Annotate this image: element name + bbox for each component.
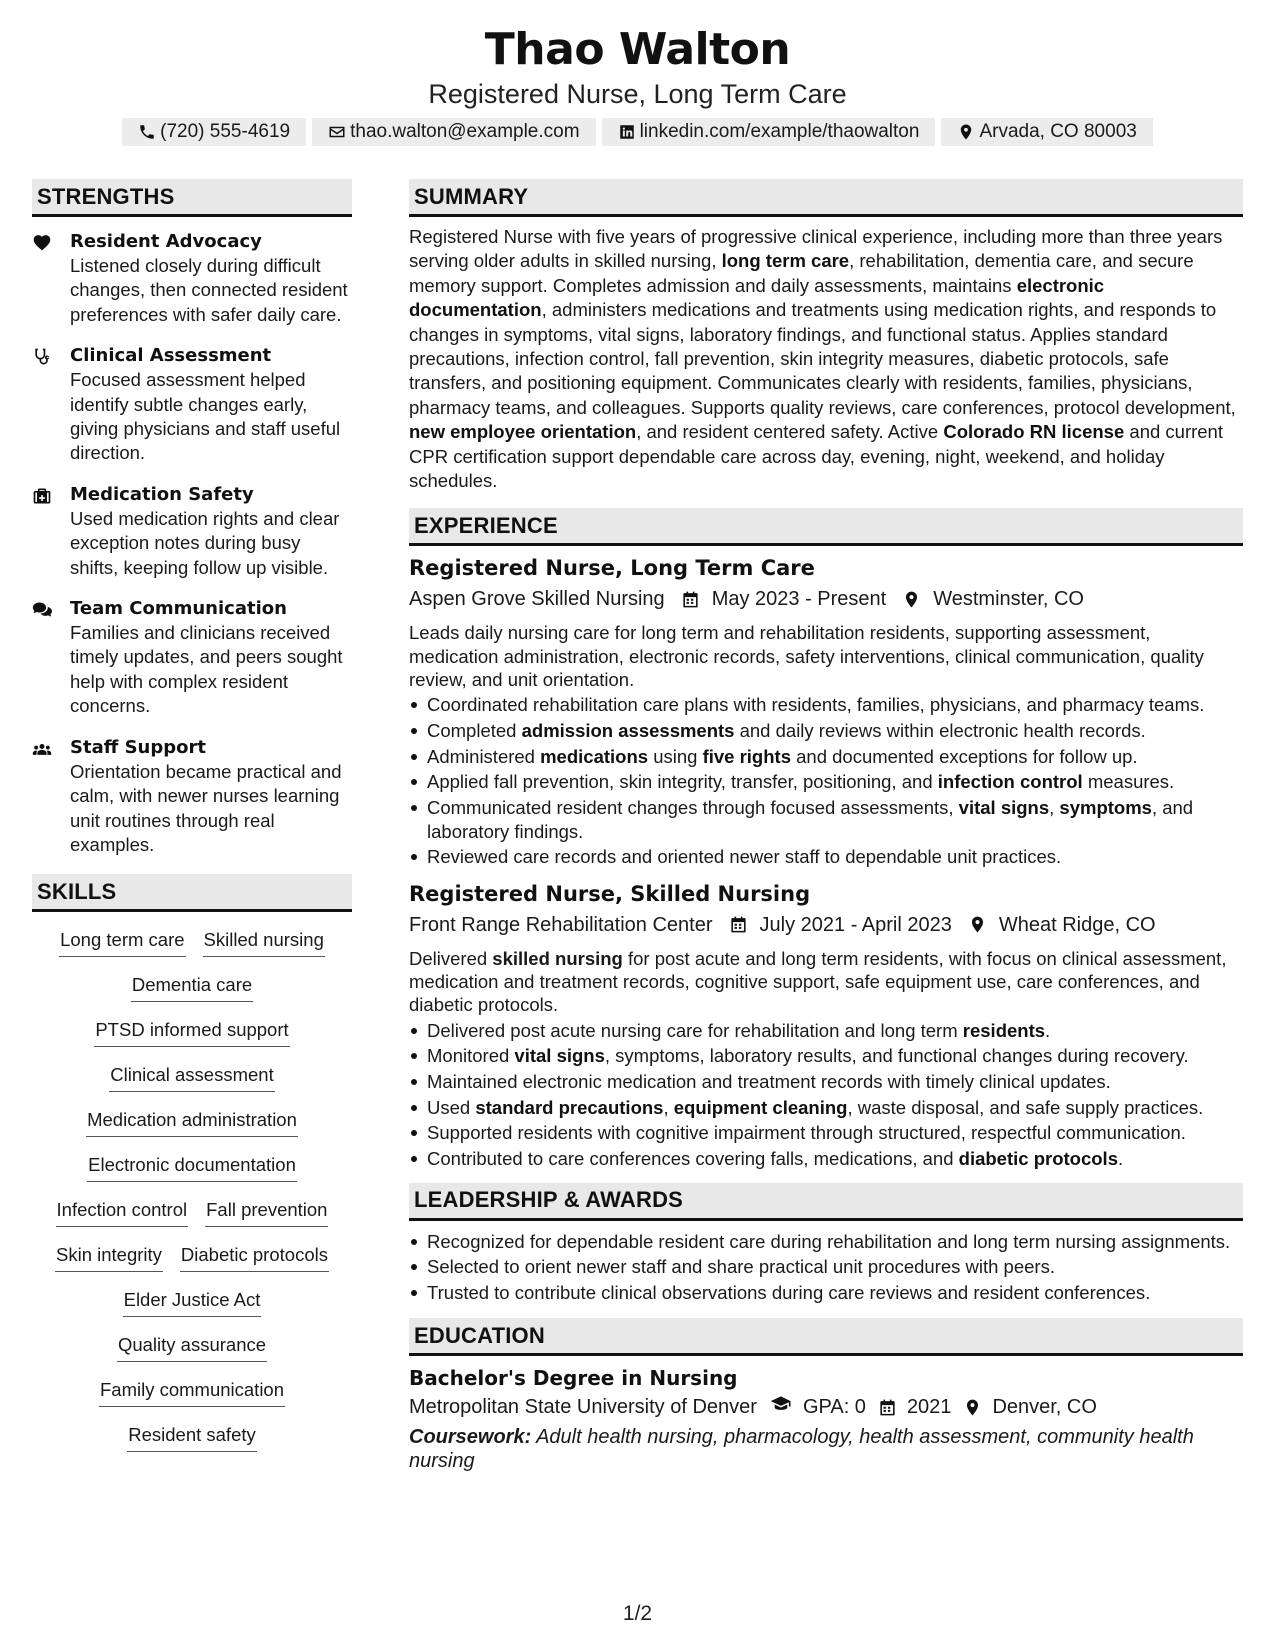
skill-tag: Skilled nursing (203, 927, 325, 957)
map-pin-icon (957, 123, 975, 141)
skill-tag: Family communication (99, 1377, 285, 1407)
job-title: Registered Nurse, Long Term Care (409, 556, 815, 581)
contact-linkedin[interactable] (602, 118, 936, 146)
skill-tag: Long term care (59, 927, 185, 957)
skill-row (86, 1107, 298, 1152)
job-dates: May 2023 - Present (711, 588, 887, 611)
candidate-role: Registered Nurse, Long Term Care (428, 79, 847, 109)
strength-title: Team Communication (70, 598, 287, 620)
job-description (409, 621, 1243, 691)
map-pin-icon (963, 1398, 982, 1417)
phone-text: (720) 555-4619 (160, 121, 291, 142)
medkit-icon (32, 486, 52, 506)
text-run: Communicated resident changes through focused assessments, (427, 797, 959, 819)
job-location: Westminster, CO (933, 588, 1084, 611)
strength-title: Resident Advocacy (70, 231, 262, 252)
location-text: Arvada, CO 80003 (979, 121, 1137, 142)
text-run: Administered (427, 745, 541, 767)
text-run: Used (427, 1096, 476, 1118)
summary-heading: SUMMARY (409, 179, 1243, 217)
text-run: Coordinated rehabilitation care plans with residents, families, physicians, and pharmacy teams. (427, 694, 1205, 716)
emphasized-text: medications (540, 745, 649, 767)
users-icon (32, 739, 52, 759)
email-text: thao.walton@example.com (350, 121, 580, 142)
job-entry (409, 880, 1243, 1171)
strength-desc: Used medication rights and clear exception notes during busy shifts, keeping follow up visible. (70, 507, 340, 578)
envelope-icon (328, 123, 346, 141)
emphasized-text: admission assessments (521, 720, 735, 742)
list-item (409, 1096, 1243, 1119)
job-meta (409, 910, 1243, 940)
list-item (409, 719, 1243, 742)
education-heading: EDUCATION (409, 1318, 1243, 1356)
text-run: and daily reviews within electronic health records. (734, 720, 1146, 742)
skill-tag: Infection control (56, 1197, 189, 1227)
leadership-heading: LEADERSHIP & AWARDS (409, 1183, 1243, 1221)
text-run: . (1117, 1148, 1124, 1170)
text-run: Leads daily nursing care for long term and rehabilitation residents, supporting assessment, medication administration, electronic records, safety interventions, clinical communication, quality review, and unit orientation. (409, 622, 1204, 691)
list-item: Trusted to contribute clinical observations during care reviews and resident conferences. (409, 1281, 1243, 1304)
skill-tag: Diabetic protocols (180, 1242, 329, 1272)
strength-title: Medication Safety (70, 483, 254, 505)
text-run: Monitored (427, 1045, 515, 1067)
calendar-icon (681, 590, 700, 609)
list-item (409, 1070, 1243, 1093)
list-item (409, 770, 1243, 793)
skill-row (127, 1422, 257, 1467)
text-run: Maintained electronic medication and treatment records with timely clinical updates. (427, 1070, 1111, 1092)
skill-tag: Quality assurance (117, 1332, 267, 1362)
text-run: Supported residents with cognitive impairment through structured, respectful communication. (427, 1122, 1186, 1144)
coursework-text: Adult health nursing, pharmacology, health assessment, community health nursing (409, 1426, 1194, 1473)
text-run: , and resident centered safety. Active (636, 421, 944, 443)
list-item (409, 1121, 1243, 1144)
skill-row (59, 927, 325, 972)
list-item (409, 796, 1243, 843)
strength-title: Staff Support (70, 736, 206, 758)
list-item (409, 745, 1243, 768)
strengths-heading: STRENGTHS (32, 179, 352, 217)
emphasized-text: residents (962, 1019, 1046, 1041)
text-run: using (648, 745, 703, 767)
coursework (409, 1425, 1243, 1473)
skill-row (123, 1287, 262, 1332)
emphasized-text: Colorado RN license (943, 421, 1125, 443)
calendar-icon (729, 915, 748, 934)
skill-tag: Clinical assessment (109, 1062, 274, 1092)
emphasized-text: five rights (702, 745, 791, 767)
graduation-cap-icon (769, 1394, 793, 1413)
job-bullets (409, 1019, 1243, 1171)
text-run: . (1045, 1019, 1051, 1041)
right-column (409, 179, 1243, 1473)
job-meta (409, 584, 1243, 614)
emphasized-text: infection control (937, 771, 1083, 793)
skill-tag: Skin integrity (55, 1242, 163, 1272)
map-pin-icon (968, 915, 987, 934)
text-run: Applied fall prevention, skin integrity, transfer, positioning, and (427, 771, 938, 793)
text-run: Registered Nurse with five years of progressive clinical experience, including more than three years serving older adults in skilled nursing, (409, 226, 1223, 272)
contact-phone (122, 118, 306, 146)
education-meta (409, 1392, 1243, 1422)
emphasized-text: equipment cleaning (673, 1096, 848, 1118)
education-location: Denver, CO (992, 1396, 1097, 1419)
job-location: Wheat Ridge, CO (998, 913, 1156, 936)
list-item (409, 1147, 1243, 1170)
text-run: , (1049, 797, 1060, 819)
list-item: Recognized for dependable resident care during rehabilitation and long term nursing assignments. (409, 1230, 1243, 1253)
text-run: , administers medications and treatments using medication rights, and responds to changes in symptoms, vital signs, laboratory findings, and functional status. Applies standard precautions, infection control, fall prevention, skin integrity measures, diabetic protocols, safe transfers, and positioning equipment. Communicates clearly with residents, families, physicians, pharmacy teams, and colleagues. Supports quality reviews, care conferences, protocol development, (409, 299, 1236, 418)
emphasized-text: new employee orientation (409, 421, 637, 443)
text-run: , symptoms, laboratory results, and functional changes during recovery. (604, 1045, 1189, 1067)
text-run: , rehabilitation, dementia care, and secure memory support. Completes admission and daily assessments, maintains (409, 250, 1194, 296)
text-run: , waste disposal, and safe supply practices. (847, 1096, 1204, 1118)
skill-row (109, 1062, 274, 1107)
emphasized-text: vital signs (958, 797, 1050, 819)
page-number: 1/2 (622, 1602, 653, 1625)
skill-row (87, 1152, 297, 1197)
contact-email[interactable] (312, 118, 595, 146)
emphasized-text: vital signs (514, 1045, 605, 1067)
list-item (409, 1019, 1243, 1042)
emphasized-text: electronic documentation (409, 274, 1105, 321)
text-run: Completed (427, 720, 522, 742)
skill-tag: Electronic documentation (87, 1152, 297, 1182)
skill-tag: Elder Justice Act (123, 1287, 262, 1317)
text-run: and documented exceptions for follow up. (791, 745, 1138, 767)
stethoscope-icon (32, 347, 52, 367)
comments-icon (32, 600, 52, 620)
degree-title: Bachelor's Degree in Nursing (409, 1366, 738, 1391)
summary-text (409, 225, 1243, 493)
text-run: , and laboratory findings. (427, 797, 1194, 842)
job-dates: July 2021 - April 2023 (759, 913, 952, 936)
job-description (409, 947, 1243, 1017)
skill-row (55, 1242, 329, 1287)
job-title: Registered Nurse, Skilled Nursing (409, 881, 811, 906)
text-run: measures. (1082, 771, 1175, 793)
text-run: Reviewed care records and oriented newer staff to dependable unit practices. (427, 846, 1062, 868)
skill-row (94, 1017, 289, 1062)
text-run: and current CPR certification support dependable care across day, evening, night, weekend, and holiday schedules. (409, 421, 1223, 492)
skill-row (99, 1377, 285, 1422)
linkedin-icon (618, 123, 636, 141)
skills-list (32, 927, 352, 1467)
linkedin-text: linkedin.com/example/thaowalton (639, 121, 920, 142)
job-company: Front Range Rehabilitation Center (409, 913, 713, 936)
text-run: Contributed to care conferences covering falls, medications, and (427, 1148, 959, 1170)
strength-item (32, 344, 352, 466)
text-run: Delivered post acute nursing care for rehabilitation and long term (427, 1019, 963, 1041)
strengths-list (32, 230, 352, 857)
strength-desc: Focused assessment helped identify subtle changes early, giving physicians and staff useful direction. (70, 369, 341, 464)
gpa-text: GPA: 0 (802, 1396, 866, 1419)
skill-tag: PTSD informed support (94, 1017, 289, 1047)
leadership-list (409, 1230, 1243, 1305)
strength-item (32, 230, 352, 327)
calendar-icon (878, 1398, 897, 1417)
contact-bar (0, 118, 1275, 146)
emphasized-text: skilled nursing (492, 947, 623, 969)
skill-row (117, 1332, 267, 1377)
skill-tag: Resident safety (127, 1422, 257, 1452)
left-column (32, 179, 352, 1467)
school-name: Metropolitan State University of Denver (409, 1396, 757, 1419)
text-run: for post acute and long term residents, with focus on clinical assessment, medication and treatment records, cognitive support, safe equipment use, care conferences, and diabetic protocols. (409, 947, 1227, 1016)
strength-item (32, 736, 352, 858)
skills-heading: SKILLS (32, 874, 352, 912)
strength-item (32, 483, 352, 580)
job-bullets (409, 693, 1243, 868)
map-pin-icon (902, 590, 921, 609)
contact-location (941, 118, 1152, 146)
text-run: Delivered (409, 947, 493, 969)
list-item (409, 1044, 1243, 1067)
skill-tag: Dementia care (131, 972, 253, 1002)
job-entry (409, 554, 1243, 868)
emphasized-text: long term care (721, 250, 850, 272)
experience-heading: EXPERIENCE (409, 508, 1243, 546)
skill-tag: Medication administration (86, 1107, 298, 1137)
strength-desc: Families and clinicians received timely updates, and peers sought help with complex resident concerns. (70, 622, 343, 717)
skill-tag: Fall prevention (205, 1197, 328, 1227)
candidate-name: Thao Walton (484, 24, 791, 75)
graduation-year: 2021 (906, 1396, 952, 1419)
emphasized-text: diabetic protocols (958, 1148, 1118, 1170)
list-item (409, 845, 1243, 868)
list-item (409, 693, 1243, 716)
strength-desc: Orientation became practical and calm, with newer nurses learning unit routines through real examples. (70, 760, 342, 855)
emphasized-text: symptoms (1059, 797, 1152, 819)
skill-row (131, 972, 253, 1017)
strength-item (32, 597, 352, 719)
heart-icon (32, 233, 52, 253)
text-run: , (663, 1096, 674, 1118)
coursework-label: Coursework: (409, 1426, 532, 1449)
strength-title: Clinical Assessment (70, 345, 272, 367)
resume-header (0, 24, 1275, 146)
strength-desc: Listened closely during difficult changes, then connected resident preferences with safer daily care. (70, 255, 348, 325)
job-company: Aspen Grove Skilled Nursing (409, 588, 665, 611)
list-item: Selected to orient newer staff and share practical unit procedures with peers. (409, 1255, 1243, 1278)
emphasized-text: standard precautions (475, 1096, 664, 1118)
skill-row (56, 1197, 329, 1242)
phone-icon (138, 123, 156, 141)
